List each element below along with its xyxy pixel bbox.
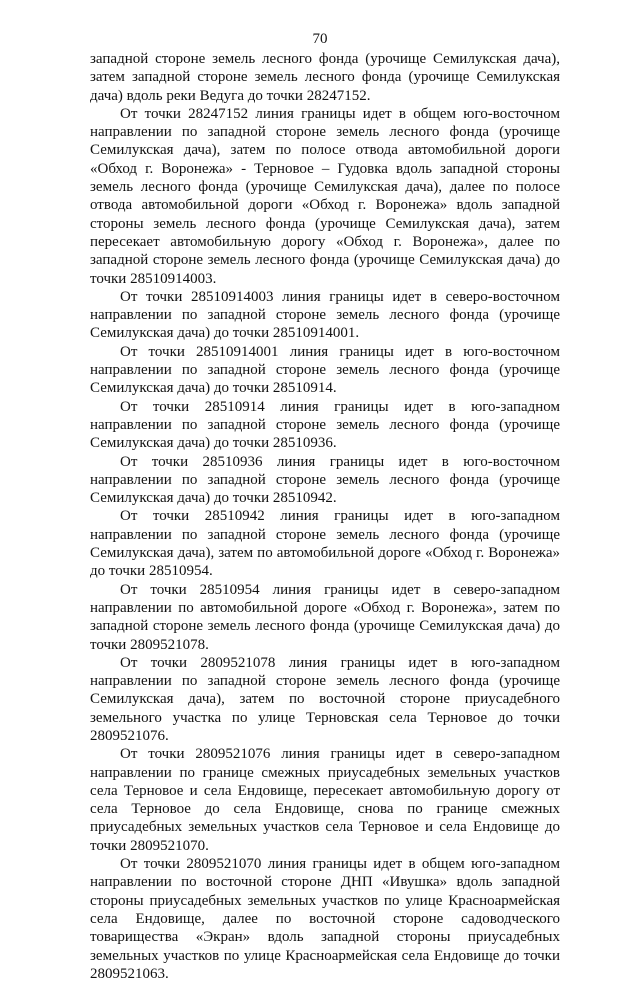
paragraph-point-2809521076: От точки 2809521076 линия границы идет в северо-западном направлении по границе смежных приусадебных земельных участков села Терновое и села Ендовище, пересекает автомобильную дорогу от села Терновое до села Ендовище, снова по границе смежных приусадебных земельных участков села Терновое и села Ендовище до точки 2809521070. [90, 746, 560, 854]
paragraph-point-28510942: От точки 28510942 линия границы идет в юго-западном направлении по западной стороне земель лесного фонда (урочище Семилукская дача), затем по автомобильной дороге «Обход г. Воронежа» до точки 28510954. [90, 508, 560, 580]
document-body [90, 50, 560, 983]
paragraph-point-28510914: От точки 28510914 линия границы идет в юго-западном направлении по западной стороне земель лесного фонда (урочище Семилукская дача) до точки 28510936. [90, 398, 560, 452]
paragraph-point-2809521078: От точки 2809521078 линия границы идет в юго-западном направлении по западной стороне земель лесного фонда (урочище Семилукская дача), затем по восточной стороне приусадебного земельного участка по улице Терновская села Терновое до точки 2809521076. [90, 654, 560, 744]
paragraph-point-2809521070: От точки 2809521070 линия границы идет в общем юго-западном направлении по восточной стороне ДНП «Ивушка» вдоль западной стороны приусадебных земельных участков по улице Красноармейская села Ендовище, далее по восточной стороне садоводческого товарищества «Экран» вдоль западной стороны приусадебных земельных участков по улице Красноармейская села Ендовище до точки 2809521063. [90, 856, 560, 982]
paragraph-point-28510914003: От точки 28510914003 линия границы идет в северо-восточном направлении по западной стороне земель лесного фонда (урочище Семилукская дача) до точки 28510914001. [90, 288, 560, 342]
paragraph-point-28247152: От точки 28247152 линия границы идет в общем юго-восточном направлении по западной стороне земель лесного фонда (урочище Семилукская дача), затем по полосе отвода автомобильной дороги «Обход г. Воронежа» - Терновое – Гудовка вдоль западной стороны земель лесного фонда (урочище Семилукская дача), далее по полосе отвода автомобильной дороги «Обход г. Воронежа» вдоль западной стороны земель лесного фонда (урочище Семилукская дача), затем пересекает автомобильную дорогу «Обход г. Воронежа», далее по западной стороне земель лесного фонда (урочище Семилукская дача) до точки 28510914003. [90, 105, 560, 287]
paragraph-continuation: западной стороне земель лесного фонда (урочище Семилукская дача), затем западной стороне земель лесного фонда (урочище Семилукская дача) вдоль реки Ведуга до точки 28247152. [90, 51, 560, 104]
paragraph-point-28510936: От точки 28510936 линия границы идет в юго-восточном направлении по западной стороне земель лесного фонда (урочище Семилукская дача) до точки 28510942. [90, 453, 560, 507]
paragraph-point-28510914001: От точки 28510914001 линия границы идет в юго-восточном направлении по западной стороне земель лесного фонда (урочище Семилукская дача) до точки 28510914. [90, 343, 560, 397]
page-number: 70 [312, 31, 328, 47]
paragraph-point-28510954: От точки 28510954 линия границы идет в северо-западном направлении по автомобильной дороге «Обход г. Воронежа», затем по западной стороне земель лесного фонда (урочище Семилукская дача) до точки 2809521078. [90, 581, 560, 653]
